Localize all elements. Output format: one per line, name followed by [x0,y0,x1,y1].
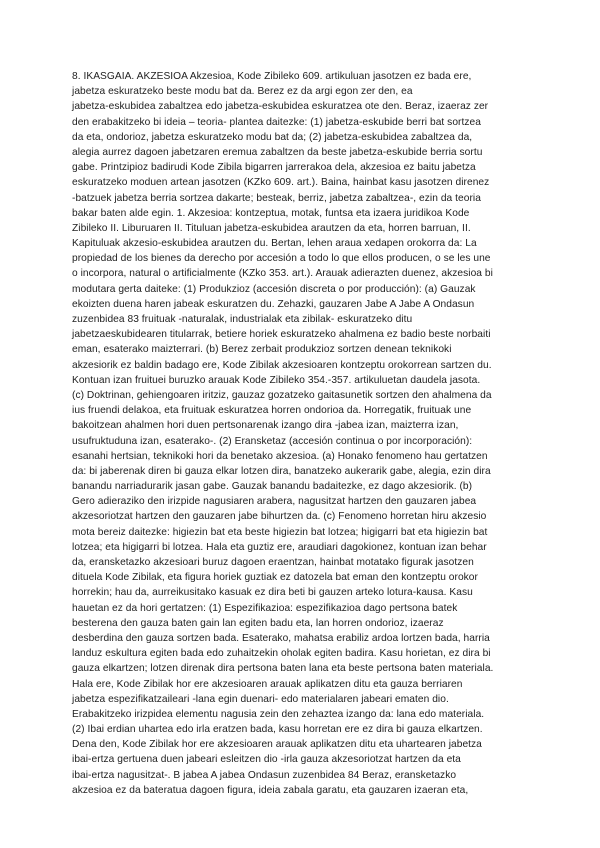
text-line: hauetan ez da hori gertatzen: (1) Espezifikazioa: espezifikazioa dago pertsona batek [72,602,458,614]
text-line: Dena den, Kode Zibilak hor ere akzesioaren arauak aplikatzen ditu eta uhartearen jabetza [72,739,482,751]
text-line: ibai-ertza nagusitzat-. B jabea A jabea Ondasun zuzenbidea 84 Beraz, eransketazko [72,769,457,781]
text-line: jabetzaeskubidearen titularrak, betiere horiek eskuratzeko ahalmena ez badio beste norbaiti [72,329,491,341]
text-line: 8. IKASGAIA. AKZESIOA Akzesioa, Kode Zibileko 609. artikuluan jasotzen ez bada ere, [72,71,472,82]
text-line: banandu narriadurarik jasan gabe. Gauzak banandu badaitezke, ez dago akzesiorik. (b) [72,481,473,493]
text-line: propiedad de los bienes da derecho por accesión a todo lo que ellos producen, o se les une [72,253,491,265]
text-line: -batzuek jabetza berria sortzea dakarte; besteak, berriz, jabetza zabaltzea-, ezin da teoria [72,192,481,204]
text-line: Gero adieraziko den irizpide nagusiaren arabera, nagusitzat hartzen den gauzaren jabea [72,496,477,508]
text-line: desberdina den gauza sortzen bada. Esaterako, mahatsa erabiliz ardoa lortzen bada, harria [72,632,490,644]
text-line: dituela Kode Zibilak, eta figura horiek guztiak ez datozela bat eman den kontzeptu orokor [72,572,478,584]
text-line: o incorpora, natural o artificialmente (KZko 353. art.). Arauak adierazten duenez, akzesioa bi [72,268,493,280]
text-line: eman, esaterako maizterrari. (b) Berez zerbait produkzioz sortzen denean teknikoki [72,344,452,356]
text-line: bakar baten alde egin. 1. Akzesioa: kontzeptua, motak, funtsa eta izaera juridikoa Kode [72,207,470,219]
text-line: Erabakitzeko irizpidea elementu nagusia zein den zehaztea izango da: lana edo materiala. [72,708,485,720]
text-line: landuz eskultura egiten bada edo zuhaitzekin oholak egiten badira. Kasu horietan, ez dira bi [72,648,491,660]
text-line: horrekin; hau da, aurreikusitako kasuak ez dira beti bi gauzen arteko lotura-kausa. Kasu [72,587,473,599]
text-line: gabe. Printzipioz badirudi Kode Zibila bigarren jarrerakoa dela, akzesioa ez baitu jabetza [72,162,476,174]
text-line: den erabakitzeko bi ideia – teoria- plantea daitezke: (1) jabetza-eskubide berri bat sortzea [72,116,481,128]
text-line: akzesoriotzat hartzen den gauzaren jabe bihurtzen da. (c) Fenomeno horretan hiru akzesio [72,511,487,523]
text-line: jabetza-eskubidea zabaltzea edo jabetza-eskubidea eskuratzea ote den. Beraz, izaeraz zer [72,101,489,113]
text-line: da eta, ondorioz, jabetza eskuratzeko modu bat da; (2) jabetza-eskubidea zabaltzea da, [72,131,473,143]
text-line: modutara gerta daiteke: (1) Produkzioz (accesión discreta o por producción): (a) Gauzak [72,283,476,295]
text-line: (c) Doktrinan, gehiengoaren iritziz, gauzaz gozatzeko gaitasunetik sortzen den ahalmena da [72,389,492,401]
text-line: Hala ere, Kode Zibilak hor ere akzesioaren arauak aplikatzen ditu eta gauza berriaren [72,678,463,690]
text-line: besterena den gauza baten gain lan egiten badu eta, lan horren ondorioz, izaeraz [72,617,444,629]
text-line: da: bi jaberenak diren bi gauza elkar lotzen dira, banatzeko aukerarik gabe, alegia, ezin dira [72,465,491,477]
text-line: mota bereiz daitezke: higiezin bat eta beste higiezin bat lotzea; higigarri bat eta higiezin bat [72,526,488,538]
text-line: eskuratzeko moduen artean jasotzen (KZko 609. art.). Baina, hainbat kasu jasotzen direnez [72,177,490,189]
text-line: da, eransketazko akzesioari buruz dagoen eraentzan, hainbat motatako figurak jasotzen [72,557,474,568]
text-line: lotzea; eta higigarri bi lotzea. Hala eta guztiz ere, araudiari dagokionez, kontuan izan behar [72,541,487,553]
text-line: usufruktuduna izan, esaterako-. (2) Eransketaz (accesión continua o por incorporación): [72,435,473,447]
text-line: Zibileko II. Liburuaren II. Tituluan jabetza-eskubidea arautzen da eta, horren barruan, II. [72,222,471,234]
text-line: (2) Ibai erdian uhartea edo irla eratzen bada, kasu horretan ere ez dira bi gauza elkartzen. [72,724,483,736]
text-line: ekoizten duena haren jabeak eskuratzen du. Zehazki, gauzaren Jabe A Jabe A Ondasun [72,298,475,310]
text-line: akzesioa ez da bateratua dagoen figura, ideia zabala garatu, eta gauzaren izaeran eta, [72,784,469,796]
text-line: Kontuan izan fruituei buruzko arauak Kode Zibileko 354.-357. artikuluetan daudela jasota. [72,374,481,386]
body-text [72,69,542,798]
text-line: zuzenbidea 83 fruituak -naturalak, industrialak eta zibilak- eskuratzeko ditu [72,314,413,325]
text-line: alegia aurrez dagoen jabetzaren eremua zabaltzen da beste jabetza-eskubide berria sortu [72,146,483,158]
text-line: akzesiorik ez baldin badago ere, Kode Zibilak akzesioaren kontzeptu orokorrean sartzen du. [72,359,492,371]
text-line: ius fruendi delakoa, eta fruituak eskuratzea horren ondorioa da. Horregatik, fruituak une [72,405,472,417]
text-line: gauza elkartzen; lotzen direnak dira pertsona baten lana eta beste pertsona baten materiala. [72,663,494,675]
text-line: ibai-ertza gertuena duen jabeari esleitzen dio -irla gauza akzesoriotzat hartzen da eta [72,754,461,766]
text-line: Kapituluak akzesio-eskubidea arautzen du. Bertan, lehen araua xedapen orokorra da: La [72,238,477,250]
text-line: jabetza eskuratzeko beste modu bat da. Berez ez da argi egon zer den, ea [72,86,413,98]
text-line: esanahi hertsian, teknikoki hori da benetako akzesioa. (a) Honako fenomeno hau gertatzen [72,450,488,462]
text-line: bakoitzean ahalmen hori duen pertsonarenak izango dira -jabea izan, maizterra izan, [72,420,459,432]
text-line: jabetza espezifikatzaileari -lana egin duenari- edo materialaren jabeari ematen dio. [72,693,449,705]
